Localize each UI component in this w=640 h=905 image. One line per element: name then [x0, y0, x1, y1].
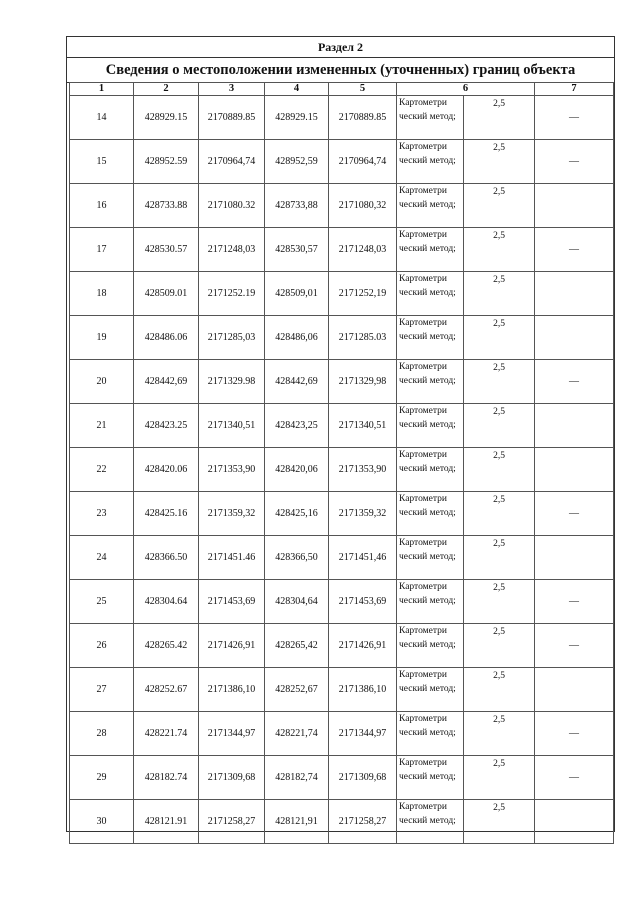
method-cell: Картометри ческий метод; [397, 712, 464, 756]
column-header: 2 [134, 83, 199, 96]
precision-cell: 2,5 [464, 360, 535, 404]
note-cell: — [535, 360, 614, 404]
method-cell: Картометри ческий метод; [397, 492, 464, 536]
table-row [70, 316, 614, 360]
note-cell [535, 536, 614, 580]
x-coordinate-cell: 428420.06 [134, 448, 199, 492]
y-coordinate-new-cell: 2171453,69 [329, 580, 397, 624]
y-coordinate-new-cell: 2170964,74 [329, 140, 397, 184]
point-number-cell: 23 [70, 492, 134, 536]
point-number-cell: 27 [70, 668, 134, 712]
table-row [70, 668, 614, 712]
precision-cell: 2,5 [464, 536, 535, 580]
method-cell: Картометри ческий метод; [397, 624, 464, 668]
x-coordinate-cell: 428952.59 [134, 140, 199, 184]
table-row [70, 360, 614, 404]
precision-cell: 2,5 [464, 96, 535, 140]
note-cell [535, 800, 614, 844]
y-coordinate-cell: 2171080.32 [199, 184, 265, 228]
column-header: 1 [70, 83, 134, 96]
point-number-cell: 17 [70, 228, 134, 272]
y-coordinate-new-cell: 2171386,10 [329, 668, 397, 712]
x-coordinate-new-cell: 428121,91 [265, 800, 329, 844]
table-row [70, 756, 614, 800]
precision-cell: 2,5 [464, 184, 535, 228]
column-header: 7 [535, 83, 614, 96]
precision-cell: 2,5 [464, 624, 535, 668]
x-coordinate-cell: 428442,69 [134, 360, 199, 404]
x-coordinate-new-cell: 428509,01 [265, 272, 329, 316]
y-coordinate-cell: 2171309,68 [199, 756, 265, 800]
note-cell [535, 404, 614, 448]
note-cell: — [535, 756, 614, 800]
note-cell: — [535, 228, 614, 272]
point-number-cell: 14 [70, 96, 134, 140]
precision-cell: 2,5 [464, 272, 535, 316]
point-number-cell: 28 [70, 712, 134, 756]
y-coordinate-cell: 2171453,69 [199, 580, 265, 624]
table-body [70, 83, 614, 844]
method-cell: Картометри ческий метод; [397, 96, 464, 140]
x-coordinate-new-cell: 428265,42 [265, 624, 329, 668]
method-cell: Картометри ческий метод; [397, 404, 464, 448]
column-header: 4 [265, 83, 329, 96]
method-cell: Картометри ческий метод; [397, 184, 464, 228]
point-number-cell: 19 [70, 316, 134, 360]
x-coordinate-new-cell: 428530,57 [265, 228, 329, 272]
method-cell: Картометри ческий метод; [397, 140, 464, 184]
x-coordinate-cell: 428304.64 [134, 580, 199, 624]
table-row [70, 140, 614, 184]
x-coordinate-new-cell: 428425,16 [265, 492, 329, 536]
column-header: 3 [199, 83, 265, 96]
x-coordinate-new-cell: 428952,59 [265, 140, 329, 184]
table-row [70, 536, 614, 580]
table-row [70, 624, 614, 668]
note-cell: — [535, 712, 614, 756]
document-frame [66, 36, 615, 832]
y-coordinate-cell: 2171258,27 [199, 800, 265, 844]
note-cell: — [535, 96, 614, 140]
precision-cell: 2,5 [464, 448, 535, 492]
method-cell: Картометри ческий метод; [397, 580, 464, 624]
point-number-cell: 29 [70, 756, 134, 800]
table-row [70, 800, 614, 844]
y-coordinate-cell: 2171329.98 [199, 360, 265, 404]
table-row [70, 272, 614, 316]
y-coordinate-cell: 2171285,03 [199, 316, 265, 360]
column-header: 5 [329, 83, 397, 96]
x-coordinate-new-cell: 428486,06 [265, 316, 329, 360]
point-number-cell: 22 [70, 448, 134, 492]
y-coordinate-new-cell: 2171353,90 [329, 448, 397, 492]
table-row [70, 96, 614, 140]
point-number-cell: 30 [70, 800, 134, 844]
column-header: 6 [397, 83, 535, 96]
x-coordinate-cell: 428121.91 [134, 800, 199, 844]
y-coordinate-new-cell: 2171309,68 [329, 756, 397, 800]
x-coordinate-new-cell: 428182,74 [265, 756, 329, 800]
x-coordinate-cell: 428530.57 [134, 228, 199, 272]
note-cell [535, 668, 614, 712]
y-coordinate-cell: 2171359,32 [199, 492, 265, 536]
note-cell [535, 184, 614, 228]
coordinates-table [69, 82, 614, 844]
method-cell: Картометри ческий метод; [397, 756, 464, 800]
precision-cell: 2,5 [464, 756, 535, 800]
x-coordinate-cell: 428221.74 [134, 712, 199, 756]
page-title: Сведения о местоположении измененных (уточненных) границ объекта [67, 57, 614, 83]
table-row [70, 404, 614, 448]
table-row [70, 712, 614, 756]
point-number-cell: 21 [70, 404, 134, 448]
y-coordinate-cell: 2170889.85 [199, 96, 265, 140]
note-cell [535, 448, 614, 492]
y-coordinate-cell: 2171451.46 [199, 536, 265, 580]
x-coordinate-new-cell: 428420,06 [265, 448, 329, 492]
point-number-cell: 25 [70, 580, 134, 624]
point-number-cell: 18 [70, 272, 134, 316]
table-row [70, 184, 614, 228]
x-coordinate-new-cell: 428366,50 [265, 536, 329, 580]
y-coordinate-new-cell: 2170889.85 [329, 96, 397, 140]
note-cell: — [535, 580, 614, 624]
x-coordinate-cell: 428182.74 [134, 756, 199, 800]
y-coordinate-cell: 2171252.19 [199, 272, 265, 316]
table-row [70, 492, 614, 536]
x-coordinate-new-cell: 428929.15 [265, 96, 329, 140]
y-coordinate-new-cell: 2171329,98 [329, 360, 397, 404]
precision-cell: 2,5 [464, 800, 535, 844]
x-coordinate-cell: 428423.25 [134, 404, 199, 448]
x-coordinate-cell: 428265.42 [134, 624, 199, 668]
note-cell [535, 272, 614, 316]
method-cell: Картометри ческий метод; [397, 668, 464, 712]
note-cell: — [535, 140, 614, 184]
method-cell: Картометри ческий метод; [397, 228, 464, 272]
precision-cell: 2,5 [464, 228, 535, 272]
x-coordinate-cell: 428509.01 [134, 272, 199, 316]
table-header-row [70, 83, 614, 96]
x-coordinate-new-cell: 428423,25 [265, 404, 329, 448]
precision-cell: 2,5 [464, 668, 535, 712]
y-coordinate-new-cell: 2171451,46 [329, 536, 397, 580]
point-number-cell: 16 [70, 184, 134, 228]
method-cell: Картометри ческий метод; [397, 316, 464, 360]
precision-cell: 2,5 [464, 712, 535, 756]
y-coordinate-new-cell: 2171248,03 [329, 228, 397, 272]
method-cell: Картометри ческий метод; [397, 536, 464, 580]
precision-cell: 2,5 [464, 316, 535, 360]
method-cell: Картометри ческий метод; [397, 360, 464, 404]
y-coordinate-cell: 2171344,97 [199, 712, 265, 756]
y-coordinate-new-cell: 2171285.03 [329, 316, 397, 360]
y-coordinate-cell: 2170964,74 [199, 140, 265, 184]
x-coordinate-cell: 428733.88 [134, 184, 199, 228]
x-coordinate-cell: 428425.16 [134, 492, 199, 536]
precision-cell: 2,5 [464, 580, 535, 624]
table-row [70, 580, 614, 624]
table-row [70, 448, 614, 492]
x-coordinate-new-cell: 428733,88 [265, 184, 329, 228]
y-coordinate-cell: 2171340,51 [199, 404, 265, 448]
y-coordinate-cell: 2171248,03 [199, 228, 265, 272]
y-coordinate-new-cell: 2171252,19 [329, 272, 397, 316]
x-coordinate-new-cell: 428442,69 [265, 360, 329, 404]
x-coordinate-cell: 428366.50 [134, 536, 199, 580]
y-coordinate-new-cell: 2171426,91 [329, 624, 397, 668]
x-coordinate-new-cell: 428252,67 [265, 668, 329, 712]
y-coordinate-new-cell: 2171258,27 [329, 800, 397, 844]
section-label: Раздел 2 [67, 37, 614, 58]
precision-cell: 2,5 [464, 404, 535, 448]
point-number-cell: 26 [70, 624, 134, 668]
method-cell: Картометри ческий метод; [397, 272, 464, 316]
y-coordinate-cell: 2171386,10 [199, 668, 265, 712]
y-coordinate-cell: 2171426,91 [199, 624, 265, 668]
y-coordinate-new-cell: 2171080,32 [329, 184, 397, 228]
note-cell [535, 316, 614, 360]
x-coordinate-cell: 428486.06 [134, 316, 199, 360]
precision-cell: 2,5 [464, 140, 535, 184]
y-coordinate-new-cell: 2171340,51 [329, 404, 397, 448]
x-coordinate-new-cell: 428221,74 [265, 712, 329, 756]
y-coordinate-cell: 2171353,90 [199, 448, 265, 492]
x-coordinate-new-cell: 428304,64 [265, 580, 329, 624]
note-cell: — [535, 492, 614, 536]
method-cell: Картометри ческий метод; [397, 800, 464, 844]
table-row [70, 228, 614, 272]
y-coordinate-new-cell: 2171344,97 [329, 712, 397, 756]
x-coordinate-cell: 428252.67 [134, 668, 199, 712]
y-coordinate-new-cell: 2171359,32 [329, 492, 397, 536]
x-coordinate-cell: 428929.15 [134, 96, 199, 140]
point-number-cell: 20 [70, 360, 134, 404]
method-cell: Картометри ческий метод; [397, 448, 464, 492]
point-number-cell: 15 [70, 140, 134, 184]
note-cell: — [535, 624, 614, 668]
point-number-cell: 24 [70, 536, 134, 580]
precision-cell: 2,5 [464, 492, 535, 536]
